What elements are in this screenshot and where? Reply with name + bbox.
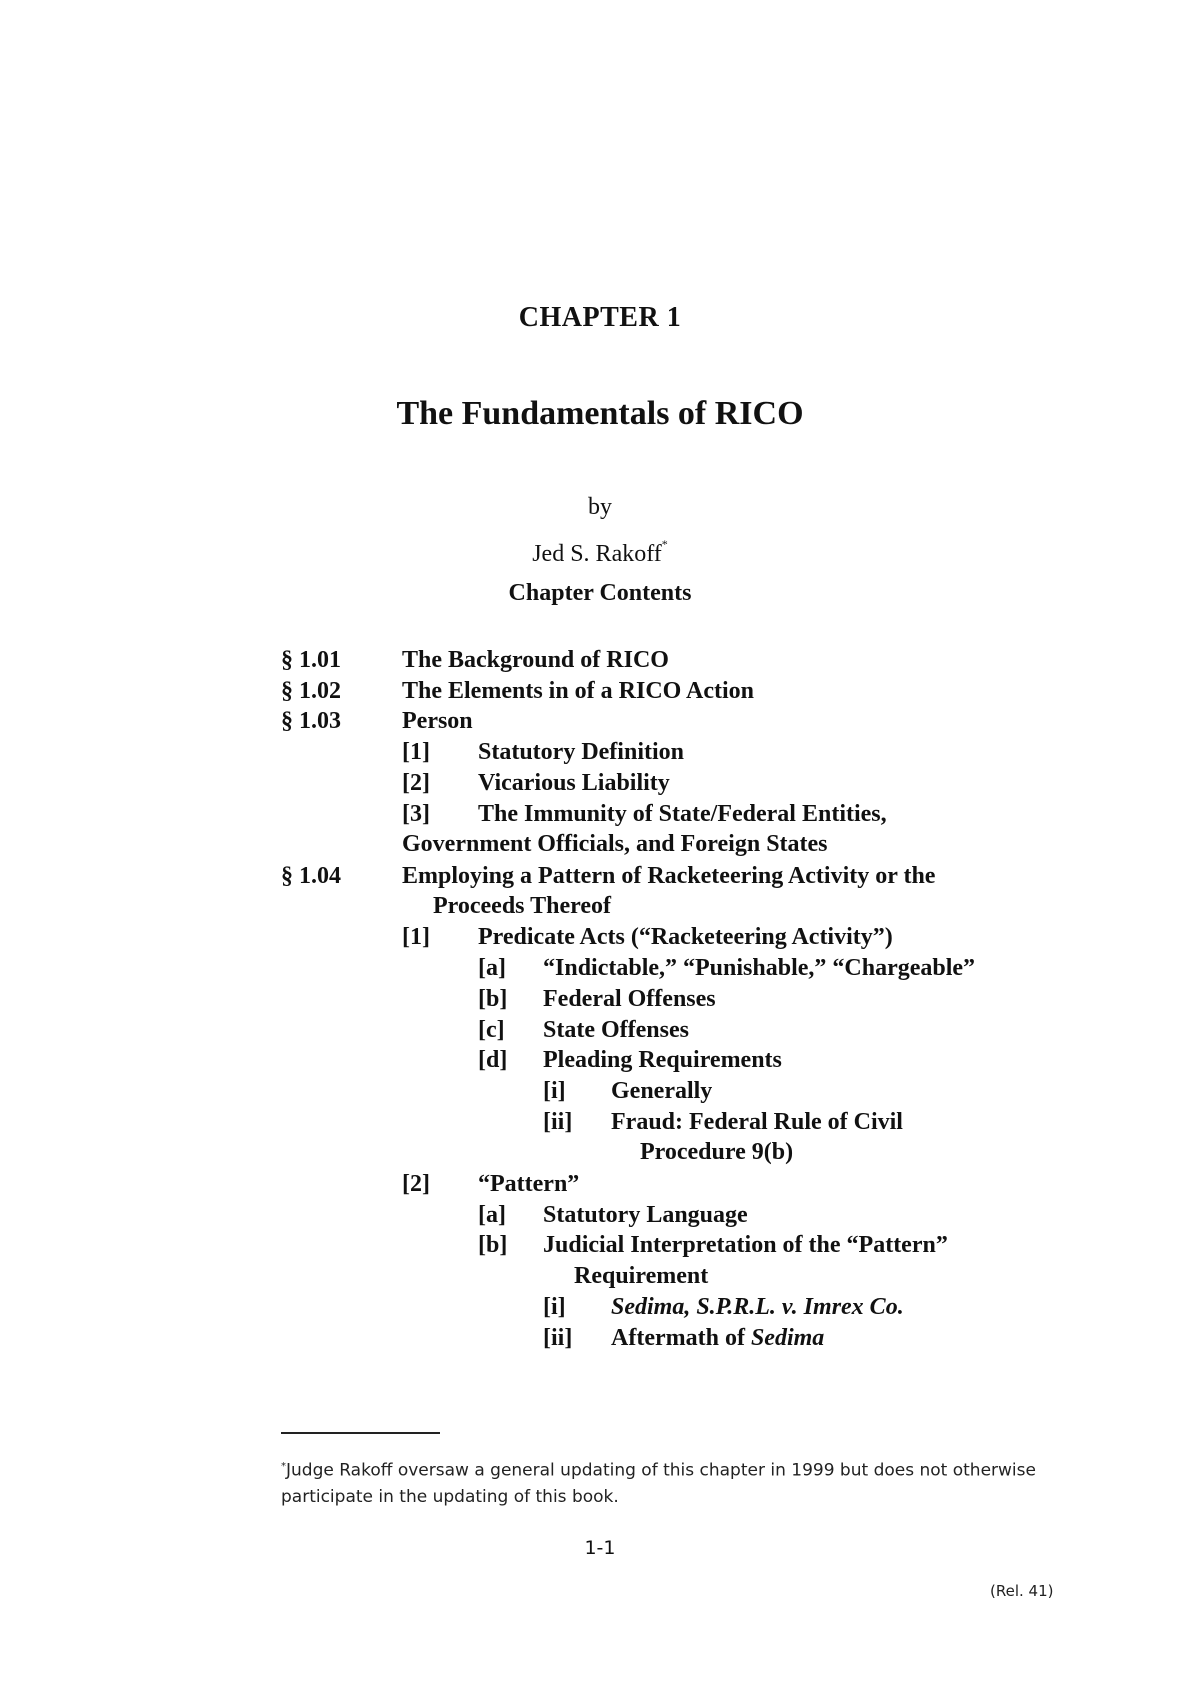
toc-entry-label[interactable]: Predicate Acts (“Racketeering Activity”) [478,924,893,950]
footnote-divider [281,1432,440,1434]
toc-entry-label[interactable]: Employing a Pattern of Racketeering Activity or the [402,863,936,889]
toc-section-number: § 1.04 [281,863,341,889]
footnote [281,1454,1063,1510]
toc-item-number: [1] [402,739,430,765]
toc-entry-continuation[interactable]: Procedure 9(b) [640,1139,794,1165]
toc-item-number: [b] [478,986,508,1012]
toc-section-number: § 1.02 [281,678,341,704]
toc-entry-1-02[interactable] [281,676,341,706]
toc-entry-label[interactable]: The Background of RICO [402,647,669,673]
toc-section-number: § 1.03 [281,708,341,734]
toc-entry-label[interactable]: Generally [611,1078,713,1104]
release-label: (Rel. 41) [990,1582,1054,1600]
toc-entry-label[interactable]: “Pattern” [478,1171,580,1197]
toc-entry-continuation[interactable]: Requirement [574,1263,709,1289]
toc-item-number: [1] [402,924,430,950]
toc-item-number: [3] [402,801,430,827]
author-name: Jed S. Rakoff [532,541,662,567]
toc-entry-label[interactable]: The Immunity of State/Federal Entities, [478,801,887,827]
toc-section-number: § 1.01 [281,647,341,673]
by-line: by [588,494,612,520]
footnote-text: Judge Rakoff oversaw a general updating of this chapter in 1999 but does not otherwise participate in the updating of this book. [281,1460,1036,1507]
toc-entry-continuation[interactable]: Government Officials, and Foreign States [402,831,828,857]
toc-item-number: [2] [402,770,430,796]
toc-item-number: [ii] [543,1325,573,1351]
case-name: Sedima, S.P.R.L. v. Imrex Co. [611,1294,904,1320]
toc-entry-label[interactable]: Fraud: Federal Rule of Civil [611,1109,903,1135]
toc-item-number: [i] [543,1294,566,1320]
toc-item-number: [b] [478,1232,508,1258]
footnote-mark: * [281,1461,286,1472]
toc-entry-label[interactable]: Judicial Interpretation of the “Pattern” [543,1232,948,1258]
author-line [0,537,1200,568]
toc-entry-label[interactable] [611,1323,824,1353]
toc-item-number: [2] [402,1171,430,1197]
toc-item-number: [a] [478,1202,506,1228]
toc-entry-continuation[interactable]: Proceeds Thereof [433,893,611,919]
contents-heading: Chapter Contents [508,580,692,606]
toc-item-number: [c] [478,1017,505,1043]
toc-entry-label[interactable]: Pleading Requirements [543,1047,782,1073]
toc-entry-1-03[interactable] [281,706,341,736]
page-number: 1-1 [584,1537,616,1559]
case-name: Sedima [750,1325,825,1351]
toc-entry-label[interactable]: Federal Offenses [543,986,716,1012]
toc-label-text: Aftermath of [611,1325,751,1351]
chapter-label: CHAPTER 1 [518,302,682,333]
toc-entry-label[interactable]: Person [402,708,473,734]
toc-entry-label[interactable]: Statutory Language [543,1202,748,1228]
toc-entry-1-04[interactable] [281,861,341,891]
chapter-title: The Fundamentals of RICO [396,395,804,432]
toc-entry-label[interactable]: State Offenses [543,1017,689,1043]
toc-entry-label[interactable]: Statutory Definition [478,739,684,765]
toc-item-number: [d] [478,1047,508,1073]
toc-entry-label[interactable] [611,1292,904,1322]
toc-entry-label[interactable]: Vicarious Liability [478,770,670,796]
author-footnote-mark[interactable]: * [661,537,668,551]
toc-item-number: [ii] [543,1109,573,1135]
toc-entry-1-01[interactable] [281,645,341,675]
toc-entry-label[interactable]: “Indictable,” “Punishable,” “Chargeable” [543,955,976,981]
toc-item-number: [a] [478,955,506,981]
toc-item-number: [i] [543,1078,566,1104]
toc-entry-label[interactable]: The Elements in of a RICO Action [402,678,755,704]
